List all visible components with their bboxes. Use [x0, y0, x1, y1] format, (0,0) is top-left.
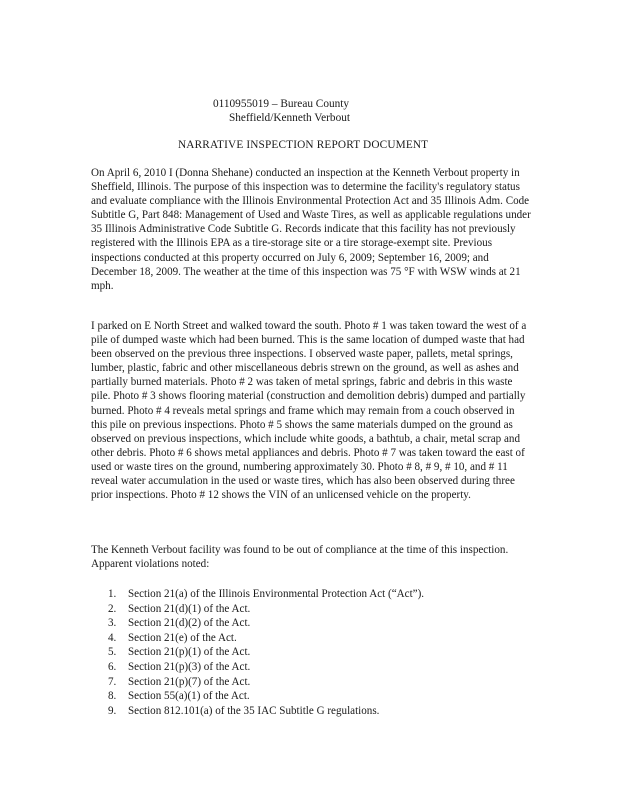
violation-item [108, 675, 424, 690]
violation-text: Section 21(d)(1) of the Act. [128, 602, 251, 615]
document-title: NARRATIVE INSPECTION REPORT DOCUMENT [178, 139, 429, 151]
violation-text: Section 21(e) of the Act. [128, 631, 237, 644]
header-file-number-county: 0110955019 – Bureau County [213, 98, 350, 110]
violation-text: Section 21(p)(3) of the Act. [128, 660, 251, 673]
violation-item [108, 602, 424, 617]
paragraph-inspection-overview: On April 6, 2010 I (Donna Shehane) conducted an inspection at the Kenneth Verbout property in Sheffield, Illinois. The purpose of this inspection was to determine the facility's regulatory status and evaluate compliance with the Illinois Environmental Protection Act and 35 Illinois Adm. Code Subtitle G, Part 848: Management of Used and Waste Tires, as well as applicable regulations under 35 Illinois Administrative Code Subtitle G. Records indicate that this facility has not previously registered with the Illinois EPA as a tire-storage site or a tire storage-exempt site. Previous inspections conducted at this property occurred on July 6, 2009; September 16, 2009; and December 18, 2009. The weather at the time of this inspection was 75 °F with WSW winds at 21 mph. [91, 167, 531, 292]
violation-text: Section 55(a)(1) of the Act. [128, 690, 250, 703]
violation-text: Section 21(a) of the Illinois Environmental Protection Act (“Act”). [128, 588, 425, 600]
violation-item [108, 631, 424, 646]
violation-number: 2. [108, 602, 117, 615]
violation-text: Section 21(d)(2) of the Act. [128, 617, 251, 630]
violation-number: 6. [108, 660, 117, 673]
violation-item [108, 587, 424, 602]
violation-item [108, 645, 424, 660]
violation-text: Section 812.101(a) of the 35 IAC Subtitle G regulations. [128, 704, 380, 717]
violation-number: 3. [108, 617, 117, 630]
paragraph-compliance-summary: The Kenneth Verbout facility was found to be out of compliance at the time of this inspection. Apparent violations noted: [91, 544, 509, 571]
violation-number: 8. [108, 690, 117, 703]
violation-number: 7. [108, 675, 117, 688]
violation-item [108, 689, 424, 704]
violation-number: 1. [108, 588, 117, 600]
violation-number: 4. [108, 631, 117, 644]
header-site-name: Sheffield/Kenneth Verbout [229, 112, 350, 124]
violations-list [108, 587, 424, 718]
paragraph-observations: I parked on E North Street and walked toward the south. Photo # 1 was taken toward the west of a pile of dumped waste which had been burned. This is the same location of dumped waste that had been observed on the previous three inspections. I observed waste paper, pallets, metal springs, lumber, plastic, fabric and other miscellaneous debris strewn on the ground, as well as ashes and partially burned materials. Photo # 2 was taken of metal springs, fabric and debris in this waste pile. Photo # 3 shows flooring material (construction and demolition debris) dumped and partially burned. Photo # 4 reveals metal springs and frame which may remain from a couch observed in this pile on previous inspections. Photo # 5 shows the same materials dumped on the ground as observed on previous inspections, which include white goods, a bathtub, a chair, metal scrap and other debris. Photo # 6 shows metal appliances and debris. Photo # 7 was taken toward the east of used or waste tires on the ground, numbering approximately 30. Photo # 8, # 9, # 10, and # 11 reveal water accumulation in the used or waste tires, which has also been observed during three prior inspections. Photo # 12 shows the VIN of an unlicensed vehicle on the property. [91, 320, 527, 502]
violation-item [108, 660, 424, 675]
violation-number: 5. [108, 646, 117, 659]
violation-item [108, 616, 424, 631]
violation-item [108, 704, 424, 719]
violation-text: Section 21(p)(1) of the Act. [128, 646, 251, 659]
violation-text: Section 21(p)(7) of the Act. [128, 675, 251, 688]
violation-number: 9. [108, 704, 117, 717]
